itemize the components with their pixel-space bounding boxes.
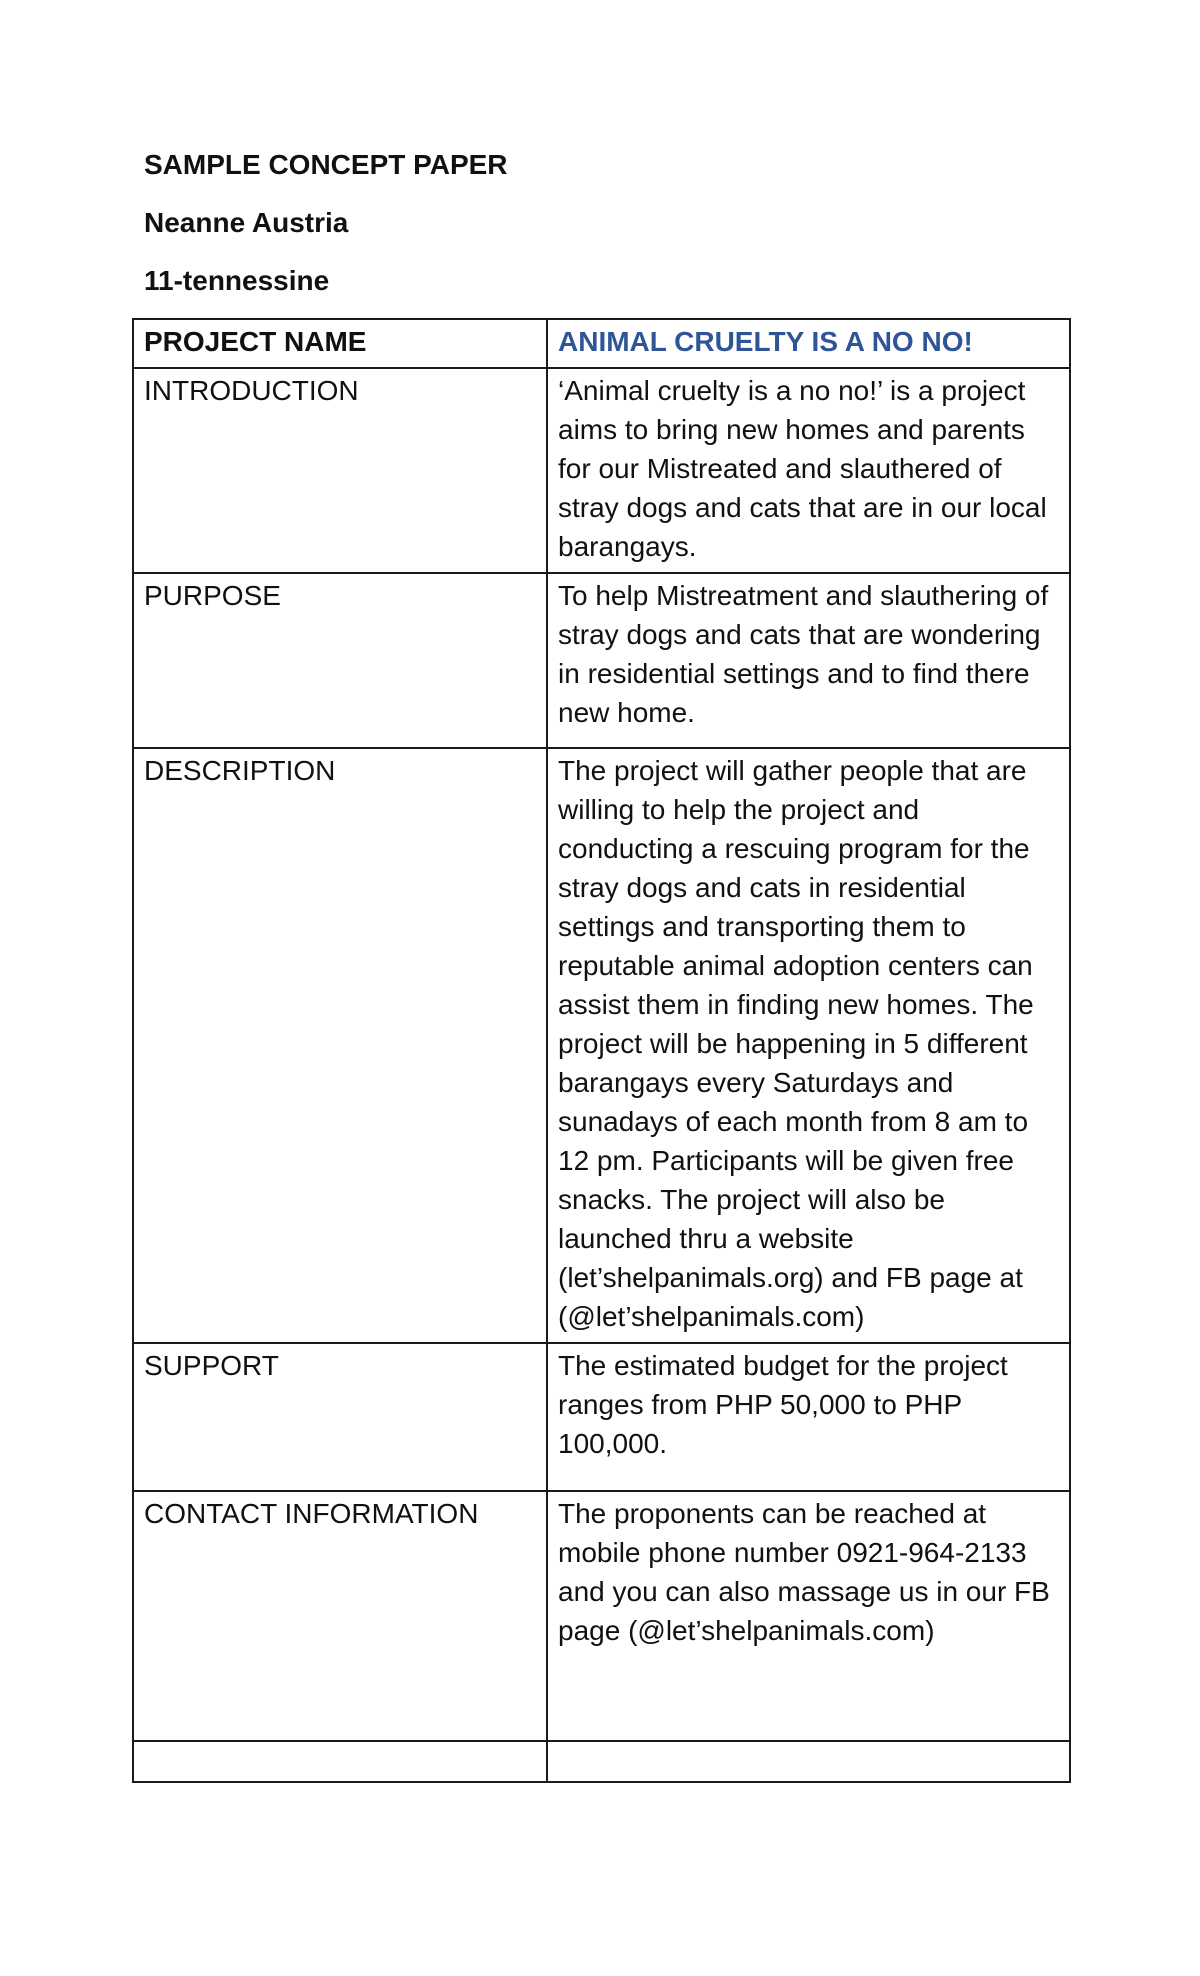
table-row-support (133, 1343, 1070, 1491)
table-row-empty (133, 1741, 1070, 1782)
author-name: Neanne Austria (144, 207, 349, 238)
description-value: The project will gather people that are willing to help the project and conducting a rescuing program for the stray dogs and cats in residential settings and transporting them to reputable animal adoption centers can assist them in finding new homes. The project will be happening in 5 different barangays every Saturdays and sunadays of each month from 8 am to 12 pm. Participants will be given free snacks. The project will also be launched thru a website (let’shelpanimals.org) and FB page at (@let’shelpanimals.com) (547, 748, 1070, 1343)
empty-cell-right (547, 1741, 1070, 1782)
empty-cell-left (133, 1741, 547, 1782)
document-title: SAMPLE CONCEPT PAPER (144, 149, 508, 180)
introduction-value: ‘Animal cruelty is a no no!’ is a project aims to bring new homes and parents for our Mistreated and slauthered of stray dogs and cats that are in our local barangays. (547, 368, 1070, 573)
introduction-label: INTRODUCTION (133, 368, 547, 573)
description-label: DESCRIPTION (133, 748, 547, 1343)
support-value: The estimated budget for the project ranges from PHP 50,000 to PHP 100,000. (547, 1343, 1070, 1491)
concept-table (132, 318, 1071, 1783)
support-label: SUPPORT (133, 1343, 547, 1491)
purpose-label: PURPOSE (133, 573, 547, 748)
project-name-value: ANIMAL CRUELTY IS A NO NO! (547, 319, 1070, 368)
table-row-project-name (133, 319, 1070, 368)
contact-value: The proponents can be reached at mobile phone number 0921-964-2133 and you can also massage us in our FB page (@let’shelpanimals.com) (547, 1491, 1070, 1741)
contact-label: CONTACT INFORMATION (133, 1491, 547, 1741)
table-row-introduction (133, 368, 1070, 573)
purpose-value: To help Mistreatment and slauthering of stray dogs and cats that are wondering in residential settings and to find there new home. (547, 573, 1070, 748)
section-name: 11-tennessine (144, 265, 330, 296)
project-name-label: PROJECT NAME (133, 319, 547, 368)
table-row-description (133, 748, 1070, 1343)
table-row-purpose (133, 573, 1070, 748)
table-row-contact (133, 1491, 1070, 1741)
